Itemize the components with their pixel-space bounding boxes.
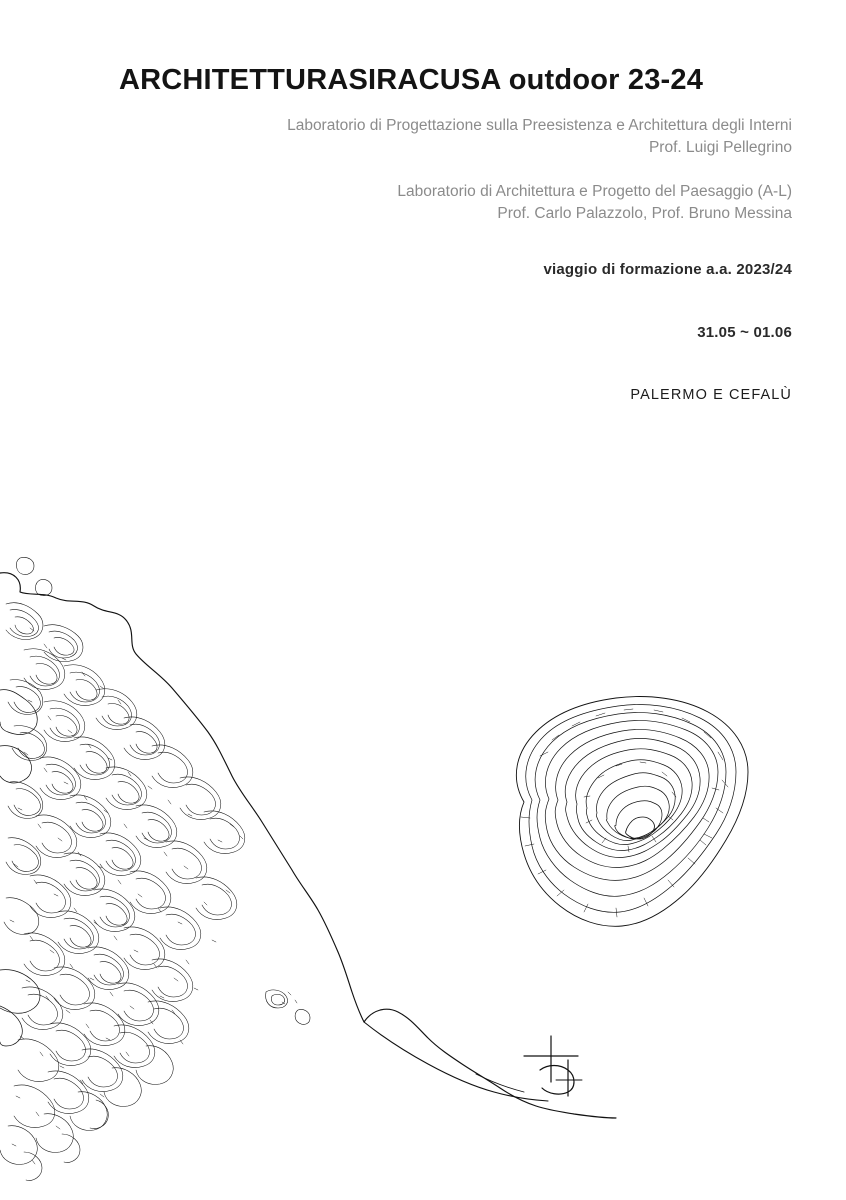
course-entry-2 bbox=[0, 181, 792, 225]
course-entry-1 bbox=[0, 115, 792, 159]
massif-contours-cefalu bbox=[516, 697, 748, 927]
contour-map-svg bbox=[0, 540, 846, 1200]
course-1-name: Laboratorio di Progettazione sulla Preesistenza e Architettura degli Interni bbox=[287, 117, 792, 134]
offshore-islet-marks bbox=[16, 557, 310, 1024]
course-2-professor: Prof. Carlo Palazzolo, Prof. Bruno Messina bbox=[497, 205, 792, 222]
coastline-inner-edges bbox=[0, 690, 40, 1046]
course-1-professor: Prof. Luigi Pellegrino bbox=[648, 139, 792, 156]
course-2-name: Laboratorio di Architettura e Progetto del Paesaggio (A-L) bbox=[397, 183, 792, 200]
contour-lines-mainland bbox=[0, 603, 245, 1181]
contour-map-artwork bbox=[0, 540, 846, 1200]
poster-text-block bbox=[0, 64, 846, 405]
travel-label: viaggio di formazione a.a. 2023/24 bbox=[543, 261, 792, 278]
coastline-outline bbox=[0, 573, 616, 1118]
travel-places: PALERMO E CEFALÙ bbox=[630, 387, 792, 403]
travel-dates: 31.05 ~ 01.06 bbox=[697, 324, 792, 341]
survey-cross-symbol bbox=[524, 1036, 582, 1096]
page-title: ARCHITETTURASIRACUSA outdoor 23-24 bbox=[118, 64, 704, 96]
coast-trailing-line bbox=[364, 1022, 548, 1101]
